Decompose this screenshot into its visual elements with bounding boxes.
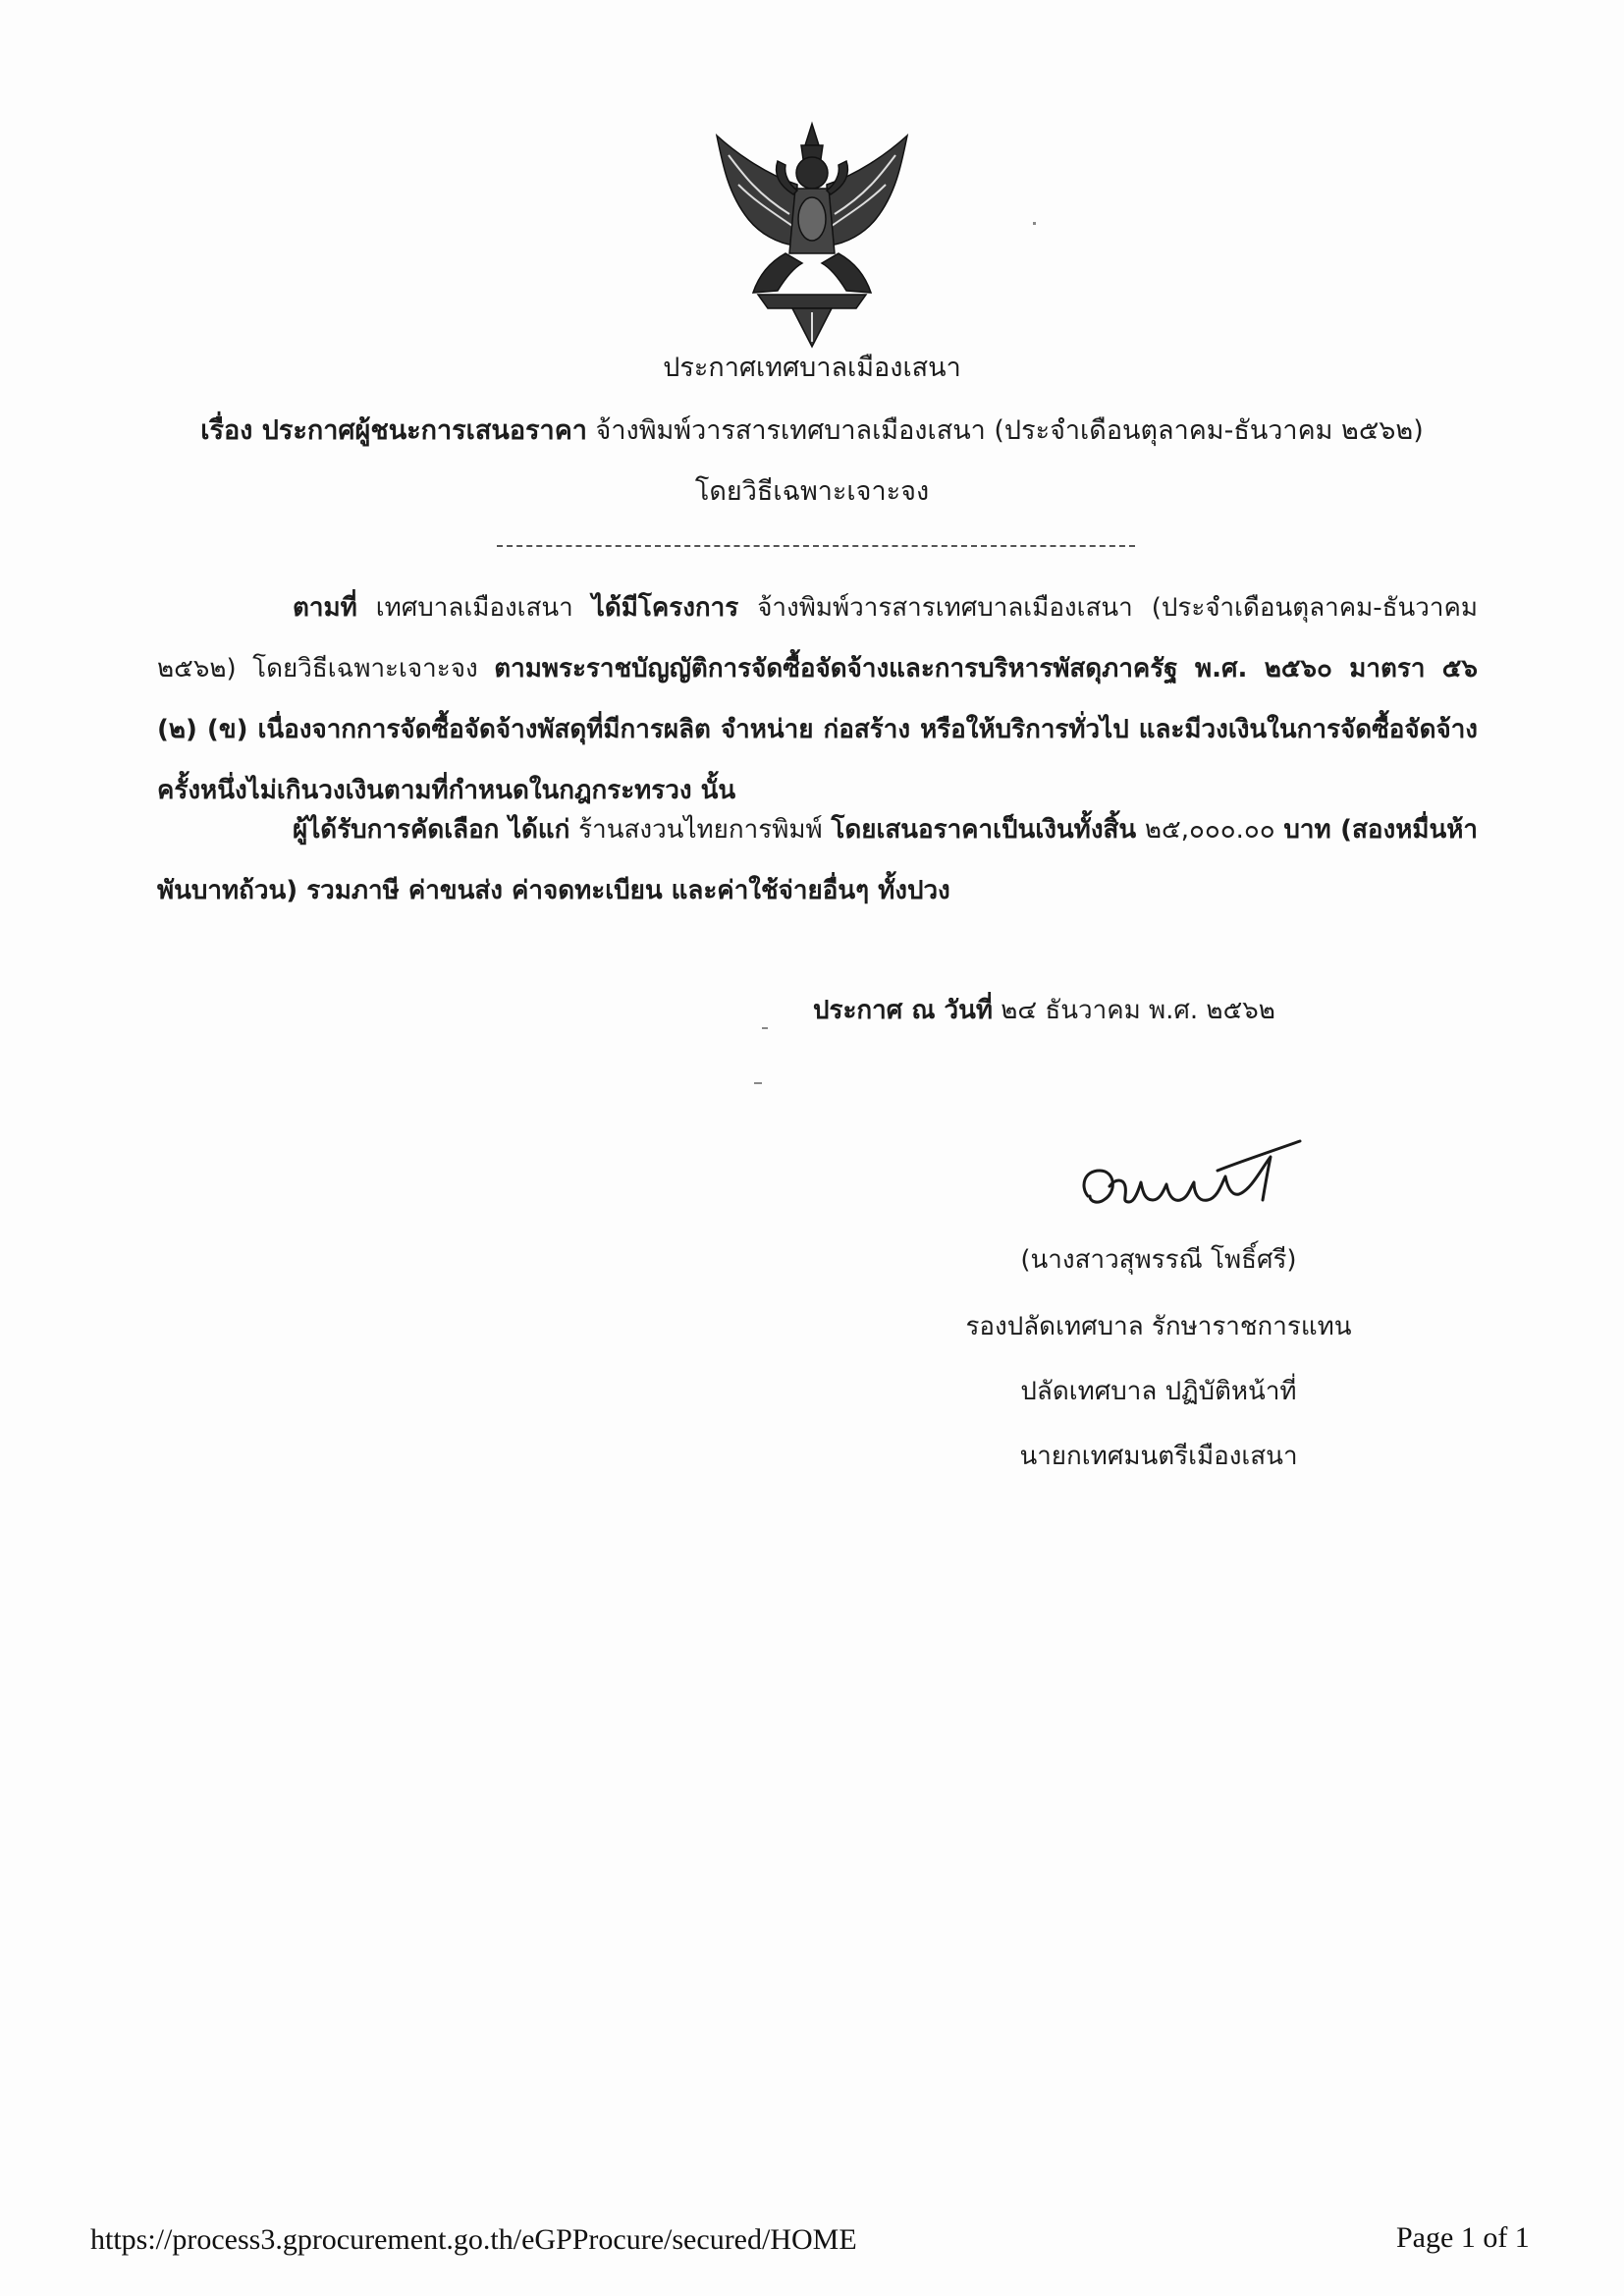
p2-amount: ๒๕,๐๐๐.๐๐ — [1144, 815, 1275, 845]
document-title: ประกาศเทศบาลเมืองเสนา — [663, 353, 961, 383]
p2-rest: บาท (สองหมื่นห้าพันบาทถ้วน) รวมภาษี ค่าขนส่ง ค่าจดทะเบียน และค่าใช้จ่ายอื่นๆ ทั้งปวง — [157, 815, 1478, 905]
signatory-position-3: นายกเทศมนตรีเมืองเสนา — [1019, 1442, 1298, 1471]
subject-text: จ้างพิมพ์วารสารเทศบาลเมืองเสนา (ประจำเดือนตุลาคม-ธันวาคม ๒๕๖๒) — [595, 415, 1424, 446]
paragraph-1 — [157, 577, 1478, 821]
document-subject — [0, 409, 1624, 451]
p1-lead: ตามที่ — [293, 593, 357, 623]
footer-url: https://process3.gprocurement.go.th/eGPProcure/secured/HOME — [90, 2223, 857, 2256]
p1-agency: เทศบาลเมืองเสนา — [375, 593, 573, 623]
announce-date: ๒๔ ธันวาคม พ.ศ. ๒๕๖๒ — [1001, 996, 1275, 1025]
announce-date-label: ประกาศ ณ วันที่ — [813, 996, 994, 1025]
subject-label: เรื่อง ประกาศผู้ชนะการเสนอราคา — [200, 415, 587, 446]
signatory-name: (นางสาวสุพรรณี โพธิ์ศรี) — [1020, 1245, 1297, 1275]
footer-page-number: Page 1 of 1 — [1396, 2221, 1530, 2254]
garuda-emblem-icon — [699, 116, 925, 352]
p2-mid: โดยเสนอราคาเป็นเงินทั้งสิ้น — [831, 815, 1137, 845]
scan-speck — [1033, 222, 1036, 225]
procurement-method: โดยวิธีเฉพาะเจาะจง — [694, 476, 930, 507]
p1-mid: ได้มีโครงการ — [591, 593, 739, 623]
scan-speck — [754, 1082, 762, 1084]
announce-date-line — [813, 990, 1275, 1030]
p2-winner: ร้านสงวนไทยการพิมพ์ — [578, 815, 823, 845]
dashed-divider — [497, 545, 1135, 547]
signatory-position-2: ปลัดเทศบาล ปฏิบัติหน้าที่ — [1020, 1377, 1297, 1406]
signatory-position-1: รองปลัดเทศบาล รักษาราชการแทน — [965, 1312, 1352, 1341]
scan-speck — [762, 1027, 768, 1029]
p1-rest: ตามพระราชบัญญัติการจัดซื้อจัดจ้างและการบริหารพัสดุภาครัฐ พ.ศ. ๒๕๖๐ มาตรา ๕๖ (๒) (ข) เนื่องจากการจัดซื้อจัดจ้างพัสดุที่มีการผลิต จำหน่าย ก่อสร้าง หรือให้บริการทั่วไป และมีวงเงินในการจัดซื้อจัดจ้างครั้งหนึ่งไม่เกินวงเงินตามที่กำหนดในกฎกระทรวง นั้น — [157, 654, 1478, 805]
p2-lead: ผู้ได้รับการคัดเลือก ได้แก่ — [293, 815, 570, 845]
signature-icon — [1070, 1127, 1306, 1235]
paragraph-2 — [157, 799, 1478, 921]
p1-project: จ้างพิมพ์วารสารเทศบาลเมืองเสนา (ประจำเดือนตุลาคม-ธันวาคม ๒๕๖๒) โดยวิธีเฉพาะเจาะจง — [157, 593, 1479, 683]
